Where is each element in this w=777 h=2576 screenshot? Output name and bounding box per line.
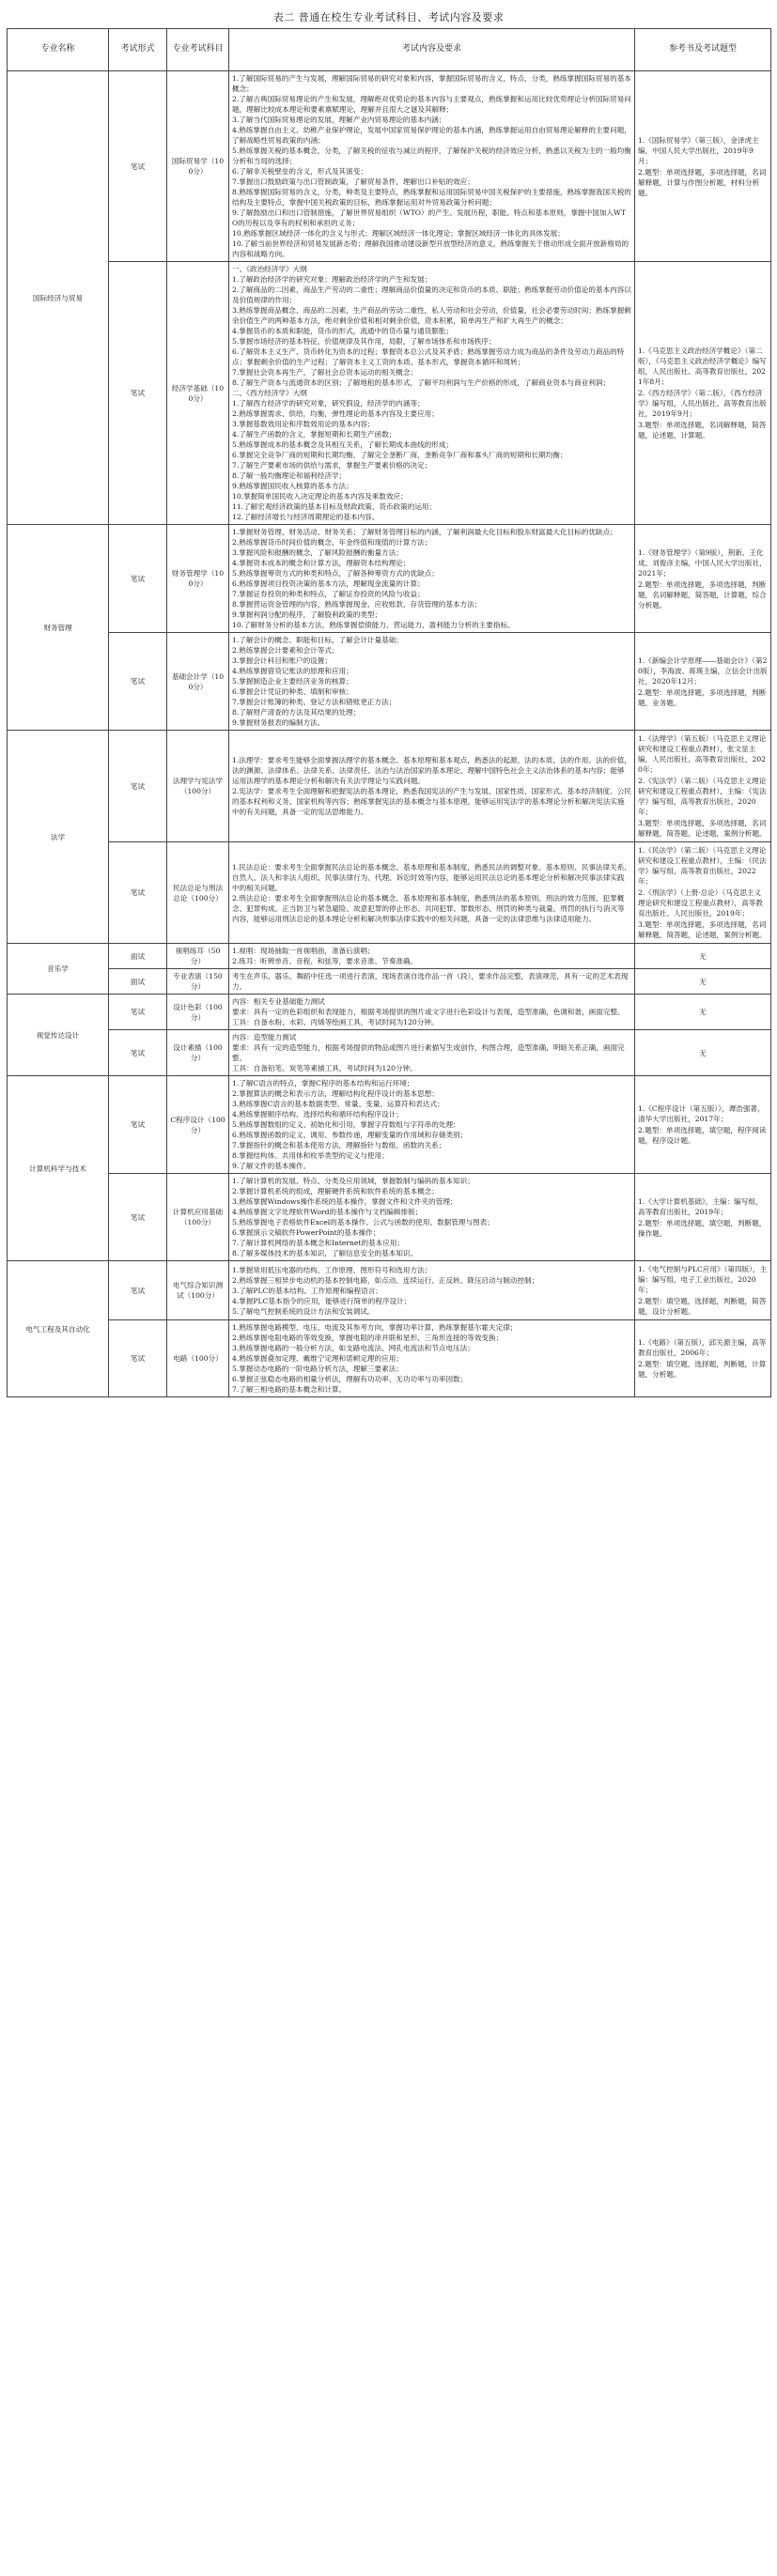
reference-line: 2.题型：填空题，选择题，判断题，简答题，设计分析题。 — [638, 1297, 767, 1316]
content-line: 5.熟练掌握成本的基本概念及其相互关系，了解长期成本曲线的形成； — [232, 440, 454, 449]
content-line: 1.了解政治经济学的研究对象；理解政治经济学的产生和发展； — [232, 275, 432, 284]
content-line: 3.熟练掌握C语言的基本数据类型、常量、变量、运算符和表达式； — [232, 1100, 444, 1108]
content-line: 4.熟练掌握顺序结构、选择结构和循环结构程序设计； — [232, 1110, 403, 1118]
content-line: 6.掌握会计凭证的种类、填制和审核； — [232, 687, 353, 696]
exam-form: 笔试 — [109, 633, 167, 731]
exam-form: 面试 — [109, 969, 167, 995]
exam-subject: 视唱练耳（50分） — [167, 944, 229, 969]
exam-subject: 设计色彩（100分） — [167, 995, 229, 1030]
content-line: 3.了解PLC的基本结构、工作原理和编程语言； — [232, 1286, 382, 1295]
content-line: 3.了解当代国际贸易理论的发展，理解产业内贸易理论的基本内涵； — [232, 116, 446, 124]
table-row — [8, 1261, 771, 1320]
content-line: 3.掌握会计科目和账户的设置； — [232, 656, 332, 665]
content-line: 4.熟练掌握叠加定理、戴维宁定理和诺顿定理的应用； — [232, 1354, 403, 1363]
table-row — [8, 262, 771, 525]
reference-books — [635, 995, 771, 1030]
exam-content — [229, 731, 635, 842]
reference-line: 1.《财务管理学》（第9版），荆新、王化成、刘俊彦主编，中国人民大学出版社，2021年； — [638, 548, 767, 578]
exam-subject: 电路（100分） — [167, 1320, 229, 1397]
content-line: 6.掌握完全竞争厂商的短期和长期均衡，了解完全垄断厂商，垄断竞争厂商和寡头厂商的短期和长期均衡； — [232, 451, 567, 459]
table-row — [8, 995, 771, 1030]
content-line: 二、《西方经济学》大纲 — [232, 389, 307, 397]
exam-content — [229, 842, 635, 944]
exam-form: 笔试 — [109, 71, 167, 262]
content-line: 2.熟练掌握三相异步电动机的基本控制电路，如点动、连续运行、正反转、降压启动与制动控制； — [232, 1275, 539, 1285]
content-line: 7.了解三相电路的基本概念和计算。 — [232, 1385, 347, 1394]
exam-subject: 计算机应用基础（100分） — [167, 1174, 229, 1261]
reference-line: 2.《西方经济学》（第二版），《西方经济学》编写组，人民出版社、高等教育出版社，2019年9月； — [638, 389, 767, 418]
exam-content — [229, 262, 635, 525]
content-line: 10.熟练掌握区域经济一体化的含义与形式；理解区域经济一体化理论；掌握区域经济一体化的具体发展； — [232, 229, 565, 238]
content-line: 1.了解西方经济学的研究对象，研究假设，经济学的内涵等； — [232, 399, 425, 408]
content-line: 3.熟练掌握电路的一般分析方法，如支路电流法、网孔电流法和节点电压法； — [232, 1344, 474, 1352]
content-line: 工具：自备铅笔、炭笔等素描工具，考试时间为120分钟。 — [232, 1064, 417, 1072]
reference-line: 3.题型：单项选择题，名词解释题，简答题，论述题，计算题。 — [638, 421, 767, 440]
exam-content — [229, 944, 635, 969]
content-line: 2.掌握计算机系统的组成，理解硬件系统和软件系统的基本概念； — [232, 1187, 439, 1195]
content-line: 3.熟练掌握商品概念、商品的二因素，生产商品的劳动二重性，私人劳动和社会劳动，价值量，社会必要劳动时间；熟练掌握剩余价值生产的两种基本方法，绝对剩余价值和相对剩余价值，资本积累，简单再生产和扩大再生产的概念； — [232, 306, 631, 325]
content-line: 1.掌握财务管理、财务活动、财务关系；了解财务管理目标的内涵，了解利润最大化目标和股东财富最大化目标的优缺点； — [232, 528, 617, 536]
page-title: 表二 普通在校生专业考试科目、考试内容及要求 — [272, 11, 505, 23]
content-line: 2.了解商品的二因素，商品生产劳动的二重性；理解商品价值量的决定和货币的本质、职能；熟练掌握劳动价值论的基本内容以及价值规律的作用； — [232, 285, 631, 304]
content-line: 要求：具有一定的造型能力，根据考场提供的物品或图片进行素描写生或创作，构图合理，造型准确，明暗关系正确，画面完整。 — [232, 1043, 625, 1062]
reference-line: 3.题型：单项选择题，多项选择题，名词解释题，简答题，论述题，案例分析题。 — [638, 819, 767, 838]
exam-form: 笔试 — [109, 995, 167, 1030]
exam-subject: 法理学与宪法学（100分） — [167, 731, 229, 842]
major-name: 视觉传达设计 — [8, 995, 109, 1076]
exam-content — [229, 1030, 635, 1076]
exam-subject: 基础会计学（100分） — [167, 633, 229, 731]
exam-content — [229, 969, 635, 995]
content-line: 4.掌握PLC基本指令的应用，能够进行简单的程序设计； — [232, 1296, 412, 1305]
content-line: 5.掌握制造企业主要经济业务的核算； — [232, 677, 353, 686]
content-line: 2.练耳：听辨单音、音程、和弦等，要求音准、节奏准确。 — [232, 957, 418, 965]
content-line: 5.掌握动态电路的一阶电路分析方法，理解三要素法； — [232, 1365, 403, 1373]
content-line: 10.了解财务分析的基本方法，熟练掌握偿债能力、营运能力、盈利能力分析的主要指标。 — [232, 621, 515, 629]
exam-content — [229, 525, 635, 633]
content-line: 5.熟练掌握数组的定义、初始化和引用，掌握字符数组与字符串的处理； — [232, 1120, 460, 1129]
content-line: 7.掌握社会资本再生产，了解社会总资本运动的相关概念； — [232, 368, 418, 377]
content-line: 10.了解当前世界经济和贸易发展新态势；理解我国推动建设新型开放型经济的意义，熟练掌握关于推动形成全面开放新格局的内容和战略方向。 — [232, 239, 629, 258]
content-line: 考生在声乐、器乐、舞蹈中任选一项进行表演，现场表演自选作品一首（段），要求作品完整，表演规范，具有一定的艺术表现力。 — [232, 972, 629, 991]
exam-content — [229, 995, 635, 1030]
reference-line: 无 — [699, 951, 707, 961]
content-line: 2.宪法学：要求考生全面理解和把握宪法的基本理论，熟悉我国宪法的产生与发展、国家性质、国家形式、基本经济制度、公民的基本权利和义务、国家机构等内容；熟练掌握宪法的基本概念与基本原理，能够运用宪法学的基本理论分析和解决宪法实施中的有关问题，具备一定的宪法思维能力。 — [232, 787, 631, 816]
content-line: 1.法理学：要求考生能够全面掌握法理学的基本概念、基本原理和基本观点，熟悉法的起源、法的本质、法的作用、法的价值，法的渊源、法律体系、法律关系、法律责任、法治与法治国家的基本理论，理解中国特色社会主义法治体系的基本内容；能够运用法理学的基本理论分析和解决有关法学理论与实践问题。 — [232, 756, 631, 785]
content-line: 4.掌握货币的本质和职能，货币的形式，流通中的货币量与通货膨胀； — [232, 327, 454, 335]
content-line: 2.掌握算法的概念和表示方法，理解结构化程序设计的基本思想； — [232, 1089, 439, 1098]
content-line: 1.民法总论：要求考生全面掌握民法总论的基本概念、基本原理和基本制度，熟悉民法的调整对象、基本原则、民事法律关系、自然人、法人和非法人组织、民事法律行为、代理、诉讼时效等内容，能够运用民法总论的基本理论分析和解决民事法律实践中的相关问题。 — [232, 862, 631, 892]
reference-line: 1.《电路》（第五版），邱关源主编，高等教育出版社，2006年； — [638, 1338, 767, 1357]
table-row — [8, 633, 771, 731]
table-row — [8, 944, 771, 969]
reference-books — [635, 1261, 771, 1320]
content-line: 7.掌握会计账簿的种类、登记方法和错账更正方法； — [232, 698, 396, 706]
content-line: 1.了解计算机的发展、特点、分类及应用领域，掌握数制与编码的基本知识； — [232, 1177, 474, 1185]
content-line: 8.掌握结构体、共用体和枚举类型的定义与使用； — [232, 1151, 389, 1160]
content-line: 1.了解C语言的特点，掌握C程序的基本结构和运行环境； — [232, 1079, 414, 1087]
content-line: 7.掌握指针的概念和基本使用方法，理解指针与数组、函数的关系； — [232, 1141, 446, 1149]
column-header: 专业考试科目 — [167, 29, 229, 71]
content-line: 4.熟练掌握文字处理软件Word的基本操作与文档编辑排版； — [232, 1208, 423, 1216]
exam-content — [229, 1320, 635, 1397]
table-row — [8, 842, 771, 944]
reference-books — [635, 1076, 771, 1174]
reference-line: 2.题型：填空题，选择题，判断题，计算题，分析题。 — [638, 1360, 767, 1379]
content-line: 4.熟练掌握借贷记账法的原理和应用； — [232, 667, 353, 675]
exam-form: 笔试 — [109, 1030, 167, 1076]
content-line: 9.熟练掌握国民收入核算的基本方法； — [232, 482, 353, 490]
content-line: 9.了解鼓励出口和出口管制措施，了解世界贸易组织（WTO）的产生、发展历程，职能、特点和基本原则，掌握中国加入WTO的历程以及享有的权利和承担的义务； — [232, 208, 626, 227]
major-name: 财务管理 — [8, 525, 109, 731]
exam-subject: 民法总论与刑法总论（100分） — [167, 842, 229, 944]
content-line: 8.熟练掌握国际贸易的含义，分类，种类及主要特点，熟练掌握和运用国际贸易中国关税保护的主要措施，熟练掌握我国关税的结构及主要特点，掌握中国关税政策的目标，熟练掌握运用对外贸易政策分析问题； — [232, 188, 631, 207]
exam-subject: 财务管理学（100分） — [167, 525, 229, 633]
table-row — [8, 731, 771, 842]
reference-books — [635, 633, 771, 731]
exam-form: 笔试 — [109, 525, 167, 633]
content-line: 4.掌握资本成本的概念和计算方法，理解资本结构理论； — [232, 559, 411, 567]
reference-books — [635, 944, 771, 969]
content-line: 8.了解多媒体技术的基本知识，了解信息安全的基本知识。 — [232, 1249, 418, 1257]
content-line: 2.熟练掌握电阻电路的等效变换，掌握电阻的串并联和星形、三角形连接的等效变换； — [232, 1334, 504, 1342]
content-line: 6.熟练掌握项目投资决策的基本方法，理解现金流量的计算； — [232, 579, 425, 588]
content-line: 8.掌握营运资金管理的内容，熟练掌握现金、应收账款、存货管理的基本方法； — [232, 600, 482, 609]
reference-line: 2.题型：单项选择题，填空题，判断题，操作题。 — [638, 1218, 767, 1238]
table-row — [8, 969, 771, 995]
content-line: 12.了解经济增长与经济周期理论的基本内容。 — [232, 513, 380, 521]
content-line: 7.掌握出口鼓励政策与出口管制政策，了解贸易条件，理解出口补贴的效应； — [232, 177, 474, 186]
content-line: 要求：具有一定的色彩组织和表现能力，根据考场提供的图片或文字进行色彩设计与表现，造型准确，色调和谐，画面完整。 — [232, 1008, 625, 1016]
content-line: 2.熟练掌握需求、供给，均衡，弹性理论的基本内容及主要应用； — [232, 409, 439, 418]
content-line: 5.熟练掌握电子表格软件Excel的基本操作、公式与函数的使用、数据管理与图表； — [232, 1218, 494, 1226]
content-line: 工具：自备水粉、水彩、丙烯等绘画工具，考试时间为120分钟。 — [232, 1018, 439, 1026]
content-line: 一、《政治经济学》大纲 — [232, 265, 307, 273]
content-line: 2.刑法总论：要求考生全面掌握刑法总论的基本概念、基本原理和基本制度，熟悉刑法的基本原则、刑法的效力范围、犯罪概念、犯罪构成、正当防卫与紧急避险、故意犯罪的停止形态、共同犯罪、罪数形态、刑罚的种类与裁量、刑罚的执行与消灭等内容，能够运用刑法总论的基本理论分析和解决刑事法律实践中的相关问题，具备一定的法律思维与法律适用能力。 — [232, 893, 625, 923]
reference-books — [635, 842, 771, 944]
exam-subject: 专业表演（150分） — [167, 969, 229, 995]
content-line: 内容：造型能力测试 — [232, 1033, 297, 1041]
reference-line: 1.《C程序设计（第五版）》，谭浩强著，清华大学出版社，2017年； — [638, 1104, 765, 1123]
content-line: 8.了解一般均衡理论和福利经济学； — [232, 471, 347, 480]
content-line: 内容：相关专业基础能力测试 — [232, 997, 325, 1006]
major-name: 法学 — [8, 731, 109, 944]
exam-subject: 国际贸易学（100分） — [167, 71, 229, 262]
table-row — [8, 1030, 771, 1076]
content-line: 3.熟练掌握Windows操作系统的基本操作，掌握文件和文件夹的管理； — [232, 1197, 458, 1206]
reference-line: 2.题型：单项选择题，填空题，程序阅读题，程序设计题。 — [638, 1126, 767, 1145]
reference-line: 无 — [699, 1008, 707, 1016]
content-line: 1.熟练掌握电路模型、电压、电流及其参考方向，掌握功率计算，熟练掌握基尔霍夫定律； — [232, 1323, 518, 1332]
content-line: 1.了解会计的概念、职能和目标，了解会计计量基础； — [232, 636, 403, 644]
reference-line: 2.题型：单项选择题，多项选择题，判断题，名词解释题，简答题，计算题，综合分析题。 — [638, 579, 767, 609]
content-line: 7.掌握证券投资的种类和特点，了解证券投资的风险与收益； — [232, 590, 425, 598]
major-name: 计算机科学与技术 — [8, 1076, 109, 1261]
reference-line: 1.《法理学》（第五版）（马克思主义理论研究和建设工程重点教材），张文显主编，人民出版社、高等教育出版社，2020年； — [638, 734, 767, 774]
reference-line: 1.《电气控制与PLC应用》（第四版），主编：编写组，电子工业出版社，2020年； — [638, 1265, 768, 1294]
content-line: 5.熟练掌握筹资方式的种类和特点，了解各种筹资方式的优缺点； — [232, 569, 439, 578]
content-line: 2.熟练掌握会计要素和会计等式； — [232, 646, 339, 655]
content-line: 6.熟练掌握函数的定义、调用、参数传递，理解变量的作用域和存储类别； — [232, 1131, 468, 1139]
reference-books — [635, 969, 771, 995]
major-name: 国际经济与贸易 — [8, 71, 109, 525]
content-line: 8.了解生产资本与流通资本的区别；了解地租的基本形式，了解平均利润与生产价格的形成，了解商业资本与商业利润； — [232, 378, 611, 387]
content-line: 6.掌握正弦稳态电路的相量分析法，理解有功功率、无功功率与功率因数； — [232, 1375, 468, 1383]
content-line: 11.了解宏观经济政策的基本目标及财政政策、货币政策的运用； — [232, 502, 437, 511]
reference-line: 无 — [699, 977, 707, 986]
exam-form: 笔试 — [109, 1174, 167, 1261]
content-line: 8.了解财产清查的方法及其结果的处理； — [232, 708, 361, 717]
exam-subject: C程序设计（100分） — [167, 1076, 229, 1174]
column-header: 考试内容及要求 — [229, 29, 635, 71]
content-line: 5.熟练掌握关税的基本概念，分类，了解关税的征收与减让的程序，了解保护关税的经济效应分析，熟悉以关税为主的一般均衡分析和当局的选择； — [232, 147, 631, 165]
exam-content — [229, 1261, 635, 1320]
reference-line: 2.《宪法学》（第二版）（马克思主义理论研究和建设工程重点教材），主编：《宪法学》编写组，高等教育出版社，2020年； — [638, 777, 767, 816]
reference-books — [635, 1320, 771, 1397]
reference-books — [635, 1174, 771, 1261]
content-line: 9.掌握财务报表的编制方法。 — [232, 718, 325, 727]
exam-form: 面试 — [109, 944, 167, 969]
content-line: 7.了解生产要素市场的供给与需求，掌握生产要素价格的决定； — [232, 461, 432, 470]
reference-books — [635, 731, 771, 842]
reference-line: 1.《马克思主义政治经济学概论》（第二版），《马克思主义政治经济学概论》编写组，人民出版社、高等教育出版社，2021年8月； — [638, 347, 767, 386]
reference-line: 2.《刑法学》（上册·总论）（马克思主义理论研究和建设工程重点教材），高等教育出版社、人民出版社，2019年； — [638, 888, 763, 918]
exam-subject: 电气综合知识测试（100分） — [167, 1261, 229, 1320]
reference-line: 1.《民法学》（第二版）（马克思主义理论研究和建设工程重点教材），主编：《民法学》编写组，高等教育出版社，2022年； — [638, 846, 767, 886]
table-row — [8, 1320, 771, 1397]
reference-line: 3.题型：单项选择题，多项选择题，名词解释题，简答题，论述题，案例分析题。 — [638, 920, 767, 939]
exam-content — [229, 1076, 635, 1174]
reference-books — [635, 1030, 771, 1076]
content-line: 6.掌握演示文稿软件PowerPoint的基本操作； — [232, 1228, 381, 1237]
content-line: 6.了解非关税壁垒的含义，形式及其演变； — [232, 167, 367, 176]
content-line: 2.了解古典国际贸易理论的产生和发展，理解绝对优势论的基本内容与主要观点，熟练掌握和运用比较优势理论分析国际贸易问题，理解比较成本理论和要素禀赋理论，理解并且很大之谜及其解释； — [232, 95, 631, 114]
exam-subject: 设计素描（100分） — [167, 1030, 229, 1076]
exam-subject: 经济学基础（100分） — [167, 262, 229, 525]
content-line: 3.掌握基数效用论和序数效用论的基本内容； — [232, 420, 375, 428]
content-line: 5.了解电气控制系统的设计方法和安装调试。 — [232, 1306, 375, 1316]
content-line: 1.掌握常用低压电器的结构、工作原理、图形符号和选用方法； — [232, 1265, 432, 1274]
content-line: 1.了解国际贸易的产生与发展，理解国际贸易的研究对象和内容，掌握国际贸易的含义、特点、分类，熟练掌握国际贸易的基本概念； — [232, 74, 631, 93]
column-header: 专业名称 — [8, 29, 109, 71]
content-line: 1.视唱：现场抽取一首视唱曲，准备后演唱； — [232, 947, 375, 955]
exam-form: 笔试 — [109, 1320, 167, 1397]
reference-books — [635, 71, 771, 262]
reference-line: 2.题型：单项选择题，多项选择题，判断题，业务题。 — [638, 687, 767, 707]
content-line: 6.了解资本主义生产、货币转化为资本的过程；掌握资本总公式及其矛盾；熟练掌握劳动力成为商品的条件及劳动力商品的特点；掌握剩余价值的生产过程；了解资本主义工资的本质、基本形式，掌握资本循环和周转； — [232, 347, 625, 366]
table-row — [8, 71, 771, 262]
exam-form: 笔试 — [109, 262, 167, 525]
reference-books — [635, 525, 771, 633]
column-header: 参考书及考试题型 — [635, 29, 771, 71]
exam-content — [229, 1174, 635, 1261]
reference-line: 2.题型：单项选择题，多项选择题，名词解释题，计算与作图分析题，材料分析题。 — [638, 167, 767, 197]
column-header: 考试形式 — [109, 29, 167, 71]
exam-form: 笔试 — [109, 1261, 167, 1320]
major-name: 音乐学 — [8, 944, 109, 995]
content-line: 9.了解文件的基本操作。 — [232, 1162, 311, 1170]
exam-form: 笔试 — [109, 1076, 167, 1174]
content-line: 5.掌握市场经济的基本特征，价值规律及其作用，局限，了解市场体系和市场秩序； — [232, 337, 496, 346]
content-line: 2.熟练掌握货币时间价值的概念，年金终值和现值的计算方法； — [232, 538, 432, 547]
content-line: 10.掌握简单国民收入决定理论的基本内容及乘数效应； — [232, 492, 408, 501]
exam-content — [229, 71, 635, 262]
major-name: 电气工程及其自动化 — [8, 1261, 109, 1397]
exam-content — [229, 633, 635, 731]
table-row — [8, 525, 771, 633]
table-row — [8, 1076, 771, 1174]
reference-books — [635, 262, 771, 525]
exam-form: 笔试 — [109, 842, 167, 944]
table-row — [8, 1174, 771, 1261]
content-line: 3.掌握风险和报酬的概念，了解风险报酬的衡量方法； — [232, 548, 403, 557]
reference-line: 无 — [699, 1048, 707, 1057]
reference-line: 1.《国际贸易学》（第三版），金泽虎主编，中国人民大学出版社，2019年9月； — [638, 135, 759, 165]
table-header-row — [8, 29, 771, 71]
reference-line: 1.《新编会计学原理——基础会计》（第20版），李海波、蒋瑛主编，立信会计出版社，2020年12月； — [638, 656, 768, 686]
exam-form: 笔试 — [109, 731, 167, 842]
content-line: 7.了解计算机网络的基本概念和Internet的基本应用； — [232, 1239, 405, 1247]
content-line: 4.了解生产函数的含义，掌握短期和长期生产函数； — [232, 430, 396, 439]
content-line: 9.掌握利润分配的程序，了解股利政策的类型； — [232, 610, 382, 619]
reference-line: 1.《大学计算机基础》，主编：编写组，高等教育出版社，2019年； — [638, 1196, 763, 1216]
exam-table — [7, 28, 771, 1397]
content-line: 4.熟练掌握自由主义、幼稚产业保护理论，发展中国家贸易保护理论的基本内涵，熟练掌握运用自由贸易理论解释的主要问题，了解战略性贸易政策的内涵； — [232, 126, 631, 145]
